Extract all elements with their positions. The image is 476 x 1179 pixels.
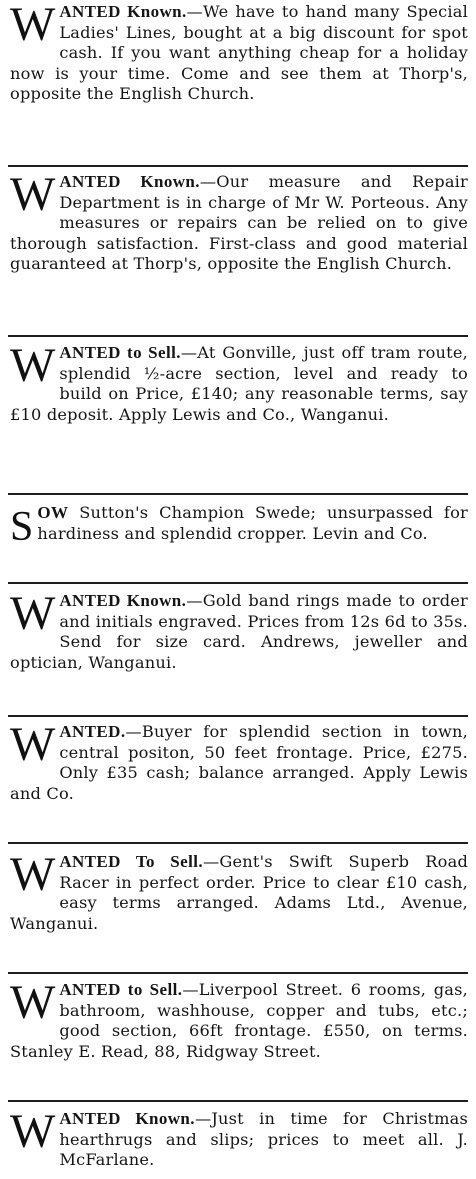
ad-body: —Just in time for Christmas hearthrugs and slips; prices to meet all. J. McFarlane. xyxy=(59,1109,468,1169)
ad-text xyxy=(10,1105,468,1171)
ad-heading: ANTED Known. xyxy=(59,1109,195,1128)
ad-divider xyxy=(8,842,468,844)
ad-heading: ANTED To Sell. xyxy=(59,852,203,871)
drop-capital: W xyxy=(10,339,56,392)
ad-divider xyxy=(8,165,468,167)
classified-ad xyxy=(0,339,476,483)
drop-capital: W xyxy=(10,0,56,51)
ad-divider xyxy=(8,972,468,974)
ad-text xyxy=(10,2,468,105)
classified-ad xyxy=(0,503,476,579)
ad-divider xyxy=(8,1100,468,1102)
ad-body: —Liverpool Street. 6 rooms, gas, bathroom, washhouse, copper and tubs, etc.; good section, 66ft frontage. £550, on terms. Stanley E. Read, 88, Ridgway Street. xyxy=(10,980,468,1061)
ad-text xyxy=(10,168,468,275)
ad-divider xyxy=(8,335,468,337)
ad-heading: ANTED to Sell. xyxy=(59,980,183,999)
ad-body: —Gent's Swift Superb Road Racer in perfect order. Price to clear £10 cash, easy terms arranged. Adams Ltd., Avenue, Wanganui. xyxy=(10,852,469,933)
ad-text xyxy=(10,503,468,544)
ad-divider xyxy=(8,582,468,584)
ad-body: —At Gonville, just off tram route, splendid ½-acre section, level and ready to build on Price, £140; any reasonable terms, say £10 deposit. Apply Lewis and Co., Wanganui. xyxy=(10,343,468,424)
drop-capital: W xyxy=(10,718,56,771)
ad-text xyxy=(10,587,468,673)
ad-text xyxy=(10,718,468,804)
ad-divider xyxy=(8,493,468,495)
classified-ad xyxy=(0,587,476,709)
ad-body: —We have to hand many Special Ladies' Lines, bought at a big discount for spot cash. If you want anything cheap for a holiday now is your time. Come and see them at Thorp's, opposite the English Church. xyxy=(10,2,469,103)
classified-ad xyxy=(0,1105,476,1179)
ad-heading: ANTED. xyxy=(59,722,126,741)
classified-ad xyxy=(0,976,476,1096)
ad-heading: OW xyxy=(37,503,69,522)
ad-body: —Our measure and Repair Department is in charge of Mr W. Porteous. Any measures or repairs can be relied on to give thorough satisfaction. First-class and good material guaranteed at Thorp's, opposite the English Church. xyxy=(10,172,468,273)
classified-ad xyxy=(0,718,476,840)
ad-body: Sutton's Champion Swede; unsurpassed for hardiness and splendid cropper. Levin and Co. xyxy=(37,503,468,543)
ad-text xyxy=(10,339,468,425)
ad-text xyxy=(10,848,469,934)
drop-capital: W xyxy=(10,587,56,640)
drop-capital: W xyxy=(10,848,56,901)
ad-heading: ANTED Known. xyxy=(59,172,200,191)
classified-ad xyxy=(0,2,476,162)
ad-heading: ANTED Known. xyxy=(59,2,187,21)
classified-ad xyxy=(0,848,476,970)
classified-ad xyxy=(0,168,476,332)
ad-body: —Gold band rings made to order and initials engraved. Prices from 12s 6d to 35s. Send for size card. Andrews, jeweller and optician, Wanganui. xyxy=(10,591,468,672)
ad-divider xyxy=(8,715,468,717)
drop-capital: W xyxy=(10,1105,56,1158)
ad-heading: ANTED Known. xyxy=(59,591,187,610)
ad-body: —Buyer for splendid section in town, central positon, 50 feet frontage. Price, £275. Only £35 cash; balance arranged. Apply Lewis and Co. xyxy=(10,722,468,803)
drop-capital: W xyxy=(10,168,56,221)
drop-capital: S xyxy=(10,504,34,550)
ad-text xyxy=(10,976,468,1062)
ad-heading: ANTED to Sell. xyxy=(59,343,181,362)
drop-capital: W xyxy=(10,976,56,1029)
